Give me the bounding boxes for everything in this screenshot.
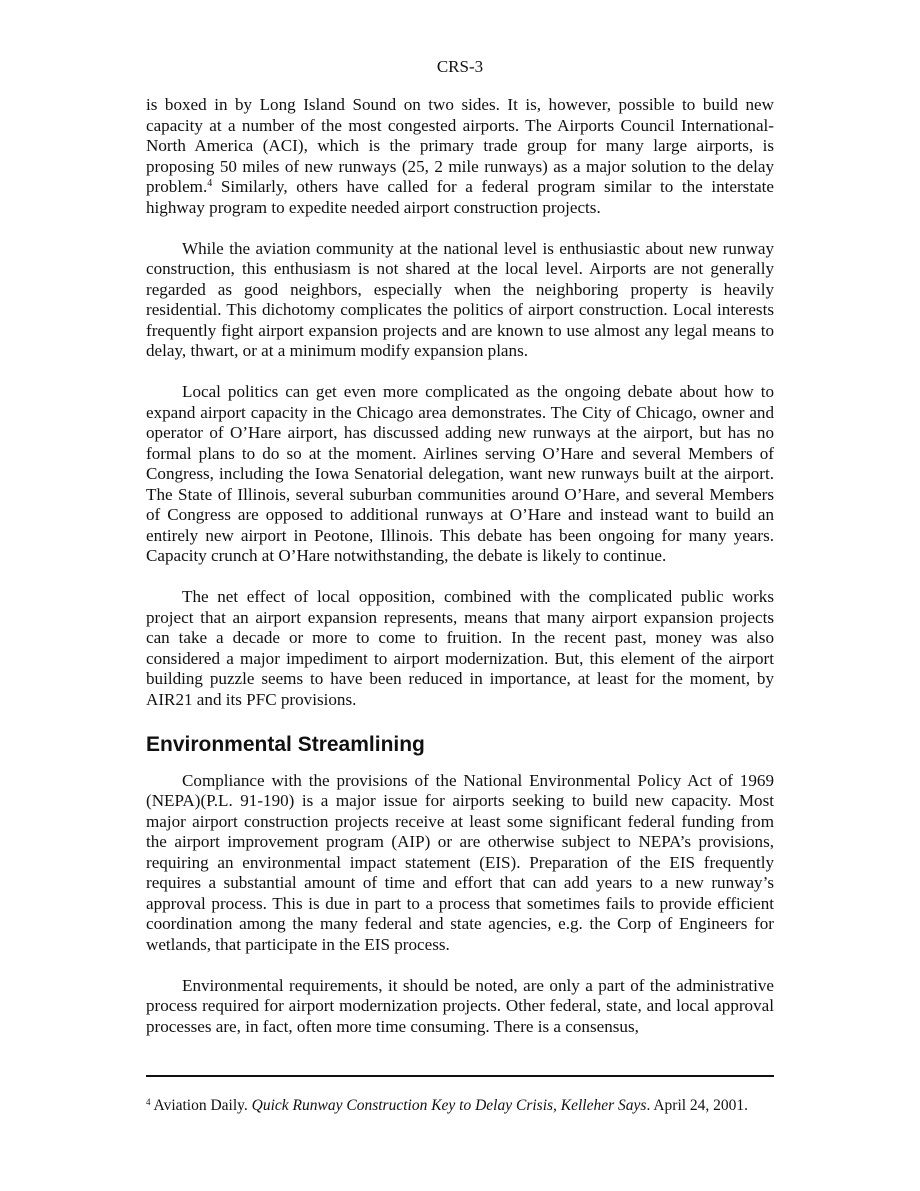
footnote-divider — [146, 1075, 774, 1077]
paragraph-1-text-a: is boxed in by Long Island Sound on two sides. It is, however, possible to build new capacity at a number of the most congested airports. The Airports Council International-North America (ACI), which is the primary trade group for many large airports, is proposing 50 miles of new runways (25, 2 mile runways) as a major solution to the delay problem. — [146, 95, 774, 196]
footnote — [146, 1097, 786, 1115]
body-text — [146, 95, 774, 1058]
paragraph-2: While the aviation community at the national level is enthusiastic about new runway construction, this enthusiasm is not shared at the local level. Airports are not generally regarded as good neighbors, especially when the neighboring property is heavily residential. This dichotomy complicates the politics of airport construction. Local interests frequently fight airport expansion projects and are known to use almost any legal means to delay, thwart, or at a minimum modify expansion plans. — [146, 238, 774, 360]
paragraph-6: Environmental requirements, it should be noted, are only a part of the administrative process required for airport modernization projects. Other federal, state, and local approval processes are, in fact, often more time consuming. There is a consensus, — [146, 975, 774, 1036]
footnote-source: Aviation Daily. — [150, 1097, 252, 1114]
footnote-reference[interactable]: 4 — [207, 178, 213, 189]
footnote-title: Quick Runway Construction Key to Delay Crisis, Kelleher Says — [251, 1097, 647, 1114]
paragraph-1 — [146, 95, 774, 218]
page-number-header: CRS-3 — [436, 57, 484, 76]
paragraph-5: Compliance with the provisions of the National Environmental Policy Act of 1969 (NEPA)(P.L. 91-190) is a major issue for airports seeking to build new capacity. Most major airport construction projects receive at least some significant federal funding from the airport improvement program (AIP) or are otherwise subject to NEPA’s provisions, requiring an environmental impact statement (EIS). Preparation of the EIS frequently requires a substantial amount of time and effort that can add years to a new runway’s approval process. This is due in part to a process that sometimes fails to provide efficient coordination among the many federal and state agencies, e.g. the Corp of Engineers for wetlands, that participate in the EIS process. — [146, 770, 774, 954]
footnote-date: . April 24, 2001. — [646, 1097, 749, 1114]
paragraph-3: Local politics can get even more complicated as the ongoing debate about how to expand airport capacity in the Chicago area demonstrates. The City of Chicago, owner and operator of O’Hare airport, has discussed adding new runways at the airport, but has no formal plans to do so at the moment. Airlines serving O’Hare and several Members of Congress, including the Iowa Senatorial delegation, want new runways built at the airport. The State of Illinois, several suburban communities around O’Hare, and several Members of Congress are opposed to additional runways at O’Hare and instead want to build an entirely new airport in Peotone, Illinois. This debate has been ongoing for many years. Capacity crunch at O’Hare notwithstanding, the debate is likely to continue. — [146, 382, 774, 565]
footnote-number: 4 — [146, 1097, 151, 1107]
paragraph-1-text-b: Similarly, others have called for a federal program similar to the interstate highway program to expedite needed airport construction projects. — [146, 177, 774, 217]
paragraph-4: The net effect of local opposition, combined with the complicated public works project that an airport expansion represents, means that many airport expansion projects can take a decade or more to come to fruition. In the recent past, money was also considered a major impediment to airport modernization. But, this element of the airport building puzzle seems to have been reduced in importance, at least for the moment, by AIR21 and its PFC provisions. — [146, 587, 774, 709]
section-heading: Environmental Streamlining — [146, 732, 425, 756]
